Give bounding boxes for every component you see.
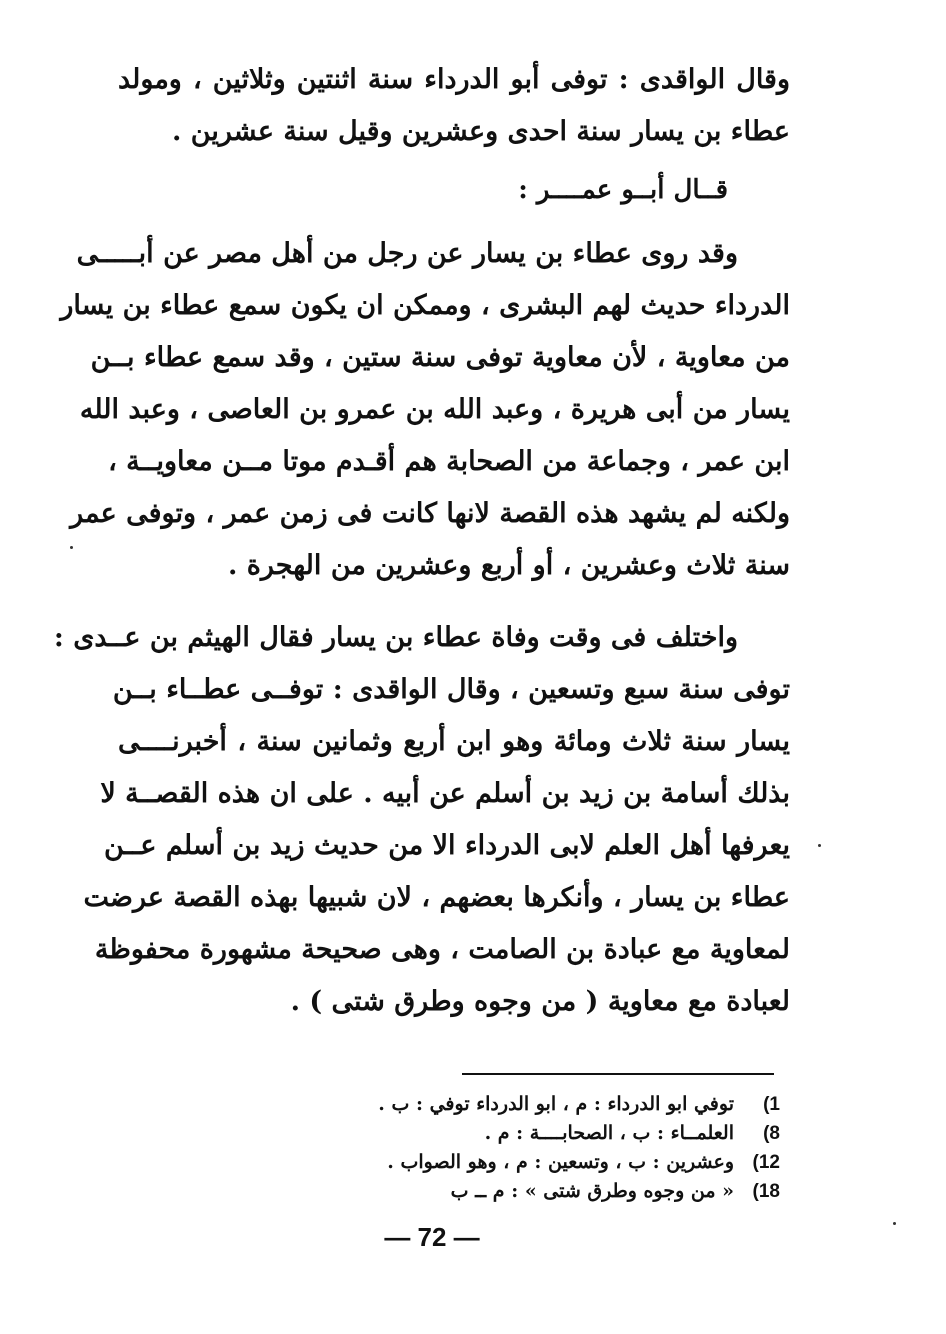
footnote-text: العلمــاء : ب ، الصحابــــة : م . — [484, 1122, 734, 1144]
footnote-item — [300, 1119, 780, 1148]
footnote-item — [300, 1090, 780, 1119]
footnote-number: 1) — [763, 1094, 780, 1115]
footnote-text: وعشرين : ب ، وتسعين : م ، وهو الصواب . — [387, 1151, 734, 1173]
text-line: وقال الواقدى : توفى أبو الدرداء سنة اثنتين وثلاثين ، ومولد — [118, 64, 790, 95]
text-line: يسار سنة ثلاث ومائة وهو ابن أربع وثمانين سنة ، أخبرنــــى — [118, 726, 790, 757]
scan-speck — [818, 844, 821, 847]
text-line: لمعاوية مع عبادة بن الصامت ، وهى صحيحة مشهورة محفوظة — [94, 934, 790, 965]
scan-speck — [70, 546, 73, 549]
paragraph-1 — [118, 54, 790, 158]
footnote-number: 12) — [752, 1152, 780, 1173]
footnote-number: 8) — [763, 1123, 780, 1144]
footnote-number: 18) — [752, 1181, 780, 1202]
text-line: من معاوية ، لأن معاوية توفى سنة ستين ، وقد سمع عطاء بــن — [90, 342, 790, 373]
text-line: وقد روى عطاء بن يسار عن رجل من أهل مصر عن أبـــــى — [76, 238, 738, 269]
text-line: واختلف فى وقت وفاة عطاء بن يسار فقال الهيثم بن عــدى : — [53, 622, 738, 653]
scan-speck — [893, 1222, 896, 1225]
text-line: سنة ثلاث وعشرين ، أو أربع وعشرين من الهجرة . — [227, 550, 790, 581]
footnote-text: توفي ابو الدرداء : م ، ابو الدرداء توفي : ب . — [378, 1093, 734, 1115]
text-line: توفى سنة سبع وتسعين ، وقال الواقدى : توفــى عطــاء بــن — [112, 674, 790, 705]
text-line: الدرداء حديث لهم البشرى ، وممكن ان يكون سمع عطاء بن يسار — [60, 290, 790, 321]
paragraph-2 — [60, 228, 790, 592]
footnotes — [300, 1090, 780, 1206]
text-line: عطاء بن يسار سنة احدى وعشرين وقيل سنة عشرين . — [171, 116, 790, 147]
section-heading: قــال أبــو عمــــر : — [518, 175, 728, 205]
paragraph-3 — [53, 612, 790, 1028]
text-line: يعرفها أهل العلم لابى الدرداء الا من حديث زيد بن أسلم عــن — [104, 830, 790, 861]
page-number: — 72 — — [384, 1222, 480, 1252]
text-line: بذلك أسامة بن زيد بن أسلم عن أبيه . على ان هذه القصــة لا — [100, 778, 790, 809]
text-line: يسار من أبى هريرة ، وعبد الله بن عمرو بن العاصى ، وعبد الله — [79, 394, 790, 425]
text-line: ولكنه لم يشهد هذه القصة لانها كانت فى زمن عمر ، وتوفى عمر — [70, 498, 790, 529]
footnote-item — [300, 1148, 780, 1177]
footnote-text: « من وجوه وطرق شتى » : م ــ ب — [450, 1180, 734, 1202]
footnote-divider — [462, 1073, 774, 1075]
footnote-item — [300, 1177, 780, 1206]
text-line: ابن عمر ، وجماعة من الصحابة هم أقـدم موتا مــن معاويــة ، — [108, 446, 790, 477]
text-line: عطاء بن يسار ، وأنكرها بعضهم ، لان شبيها بهذه القصة عرضت — [83, 882, 790, 913]
text-line: لعبادة مع معاوية ( من وجوه وطرق شتى ) . — [290, 986, 790, 1017]
